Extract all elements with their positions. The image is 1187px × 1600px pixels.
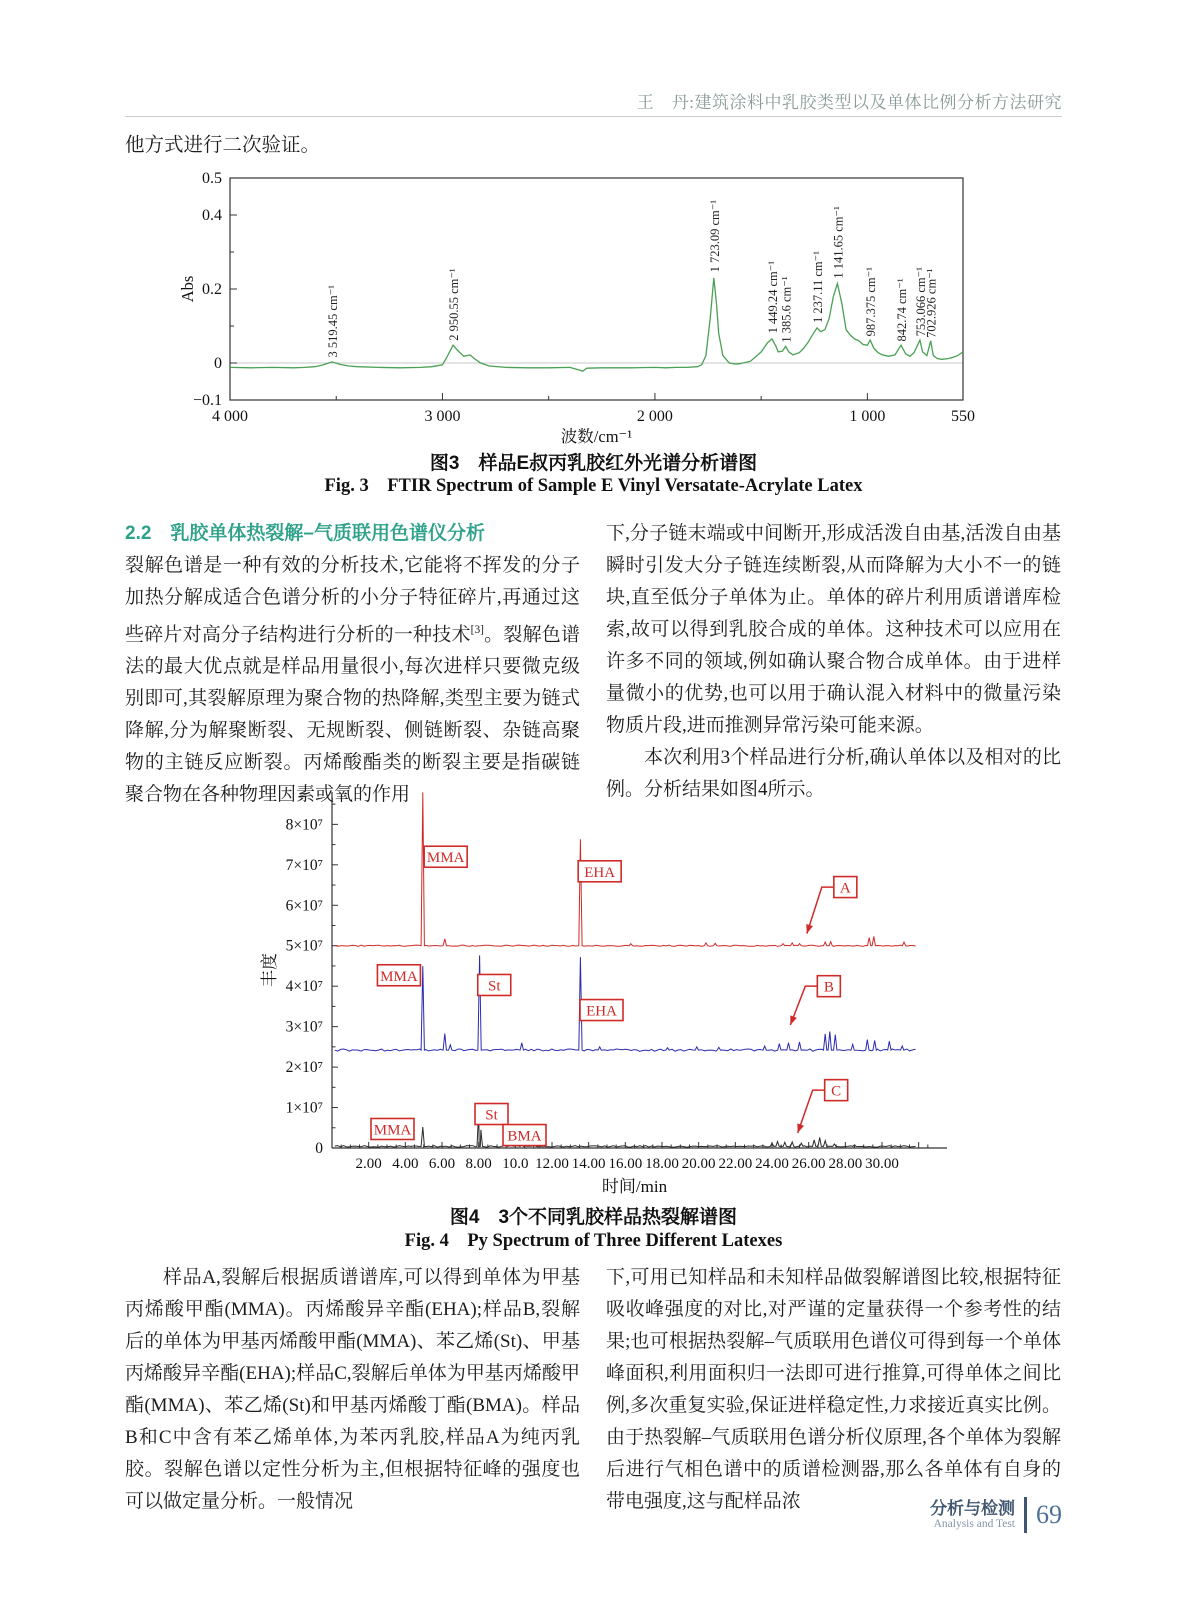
column-left — [125, 1262, 580, 1518]
peak-label: 2 950.55 cm⁻¹ — [447, 268, 462, 341]
peak-label: 1 237.11 cm⁻¹ — [811, 251, 826, 324]
x-tick-label: 28.00 — [828, 1156, 863, 1172]
x-tick-label: 3 000 — [424, 408, 461, 425]
annotation-arrowhead — [790, 1015, 797, 1025]
figure3-caption-en: Fig. 3 FTIR Spectrum of Sample E Vinyl Versatate-Acrylate Latex — [324, 476, 863, 496]
annotation-arrowhead — [806, 924, 813, 934]
annotation-label: EHA — [584, 864, 616, 881]
annotation-label: MMA — [380, 968, 418, 985]
y-tick-label: 8×10⁷ — [285, 816, 323, 834]
peak-label: 3 519.45 cm⁻¹ — [326, 284, 341, 358]
x-tick-label: 6.00 — [428, 1156, 456, 1172]
x-tick-label: 16.00 — [608, 1156, 643, 1172]
peak-label: 702.926 cm⁻¹ — [924, 268, 939, 338]
journal-name — [930, 1499, 1015, 1531]
annotation-label: St — [485, 1107, 498, 1124]
bottom-paragraph-right: 下,可用已知样品和未知样品做裂解谱图比较,根据特征吸收峰强度的对比,对严谨的定量获得一个参考性的结果;也可根据热裂解–气质联用色谱仪可得到每一个单体峰面积,利用面积归一法即可进行推算,可得单体之间比例,多次重复实验,保证进样稳定性,力求接近真实比例。由于热裂解–气质联用色谱分析仪原理,各个单体为裂解后进行气相色谱中的质谱检测器,那么各单体有自身的带电强度,这与配样品浓 — [606, 1267, 1061, 1512]
y-axis-title: 丰度 — [260, 953, 279, 987]
y-tick-label: −0.1 — [192, 392, 222, 409]
y-tick-label: 0 — [315, 1140, 323, 1157]
footer-divider — [1024, 1497, 1027, 1533]
section-paragraph-left — [125, 550, 580, 811]
x-tick-label: 2.00 — [355, 1156, 382, 1172]
y-tick-label: 1×10⁷ — [285, 1099, 323, 1117]
x-tick-label: 2 000 — [636, 408, 673, 425]
x-axis-title: 波数/cm⁻¹ — [560, 427, 633, 446]
running-header: 王 丹:建筑涂料中乳胶类型以及单体比例分析方法研究 — [636, 93, 1062, 112]
page-number: 69 — [1036, 1500, 1062, 1529]
column-left — [125, 518, 580, 811]
x-tick-label: 1 000 — [849, 408, 886, 425]
journal-name-cn: 分析与检测 — [930, 1499, 1015, 1518]
annotation-label: BMA — [507, 1128, 542, 1145]
annotation-label: EHA — [586, 1003, 617, 1020]
x-tick-label: 4 000 — [212, 408, 248, 425]
x-tick-label: 8.00 — [465, 1156, 492, 1172]
x-tick-label: 12.00 — [535, 1156, 569, 1172]
figure3-caption-cn: 图3 样品E叔丙乳胶红外光谱分析谱图 — [429, 453, 758, 474]
column-right — [606, 1262, 1061, 1518]
paragraph-text: 。裂解色谱法的最大优点就是样品用量很小,每次进样只要微克级别即可,其裂解原理为聚合物的热降解,类型主要为链式降解,分为解聚断裂、无规断裂、侧链断裂、杂链高聚物的主链反应断裂。丙烯酸酯类的断裂主要是指碳链聚合物在各种物理因素或氧的作用 — [125, 624, 580, 806]
peak-label: 1 385.6 cm⁻¹ — [779, 276, 794, 343]
peak-label: 1 723.09 cm⁻¹ — [707, 199, 722, 273]
figure4-caption-cn: 图4 3个不同乳胶样品热裂解谱图 — [449, 1207, 738, 1228]
section-columns — [125, 518, 1062, 811]
x-tick-label: 20.00 — [681, 1156, 716, 1172]
section-heading: 2.2 乳胶单体热裂解–气质联用色谱仪分析 — [125, 523, 485, 544]
trace-B — [335, 955, 916, 1051]
annotation-label: A — [839, 880, 851, 897]
peak-label: 1 449.24 cm⁻¹ — [765, 260, 780, 334]
x-axis-title: 时间/min — [601, 1177, 668, 1196]
annotation-label: B — [823, 979, 834, 996]
peak-label: 753.066 cm⁻¹ — [913, 266, 928, 337]
reference-marker: [3] — [470, 624, 484, 636]
paragraph-text: 裂解色谱是一种有效的分析技术,它能将不挥发的分子加热分解成适合色谱分析的小分子特征碎片,再通过这些碎片对高分子结构进行分析的一种技术 — [125, 555, 580, 646]
section-paragraph-right-1: 下,分子链末端或中间断开,形成活泼自由基,活泼自由基瞬时引发大分子链连续断裂,从而降解为大小不一的链块,直至低分子单体为止。单体的碎片利用质谱谱库检索,故可以得到乳胶合成的单体。这种技术可以应用在许多不同的领域,例如确认聚合物合成单体。由于进样量微小的优势,也可以用于确认混入材料中的微量污染物质片段,进而推测异常污染可能来源。 — [606, 523, 1061, 736]
y-tick-label: 7×10⁷ — [285, 856, 323, 874]
trace-A — [335, 792, 916, 946]
x-tick-label: 22.00 — [718, 1156, 753, 1172]
bottom-paragraph-left: 样品A,裂解后根据质谱谱库,可以得到单体为甲基丙烯酸甲酯(MMA)。丙烯酸异辛酯(EHA);样品B,裂解后的单体为甲基丙烯酸甲酯(MMA)、苯乙烯(St)、甲基丙烯酸异辛酯(EHA);样品C,裂解后单体为甲基丙烯酸甲酯(MMA)、苯乙烯(St)和甲基丙烯酸丁酯(BMA)。样品B和C中含有苯乙烯单体,为苯丙乳胶,样品A为纯丙乳胶。裂解色谱以定性分析为主,但根据特征峰的强度也可以做定量分析。一般情况 — [125, 1267, 580, 1512]
x-tick-label: 14.00 — [571, 1156, 606, 1172]
annotation-label: St — [487, 978, 501, 995]
y-tick-label: 0 — [214, 355, 222, 372]
trace-C — [335, 1112, 916, 1148]
figure4-py-chart — [125, 778, 1062, 1208]
y-tick-label: 4×10⁷ — [285, 978, 323, 996]
y-tick-label: 0.4 — [202, 207, 222, 224]
x-tick-label: 24.00 — [755, 1156, 789, 1172]
section-paragraph-right-2: 本次利用3个样品进行分析,确认单体以及相对的比例。分析结果如图4所示。 — [606, 747, 1061, 800]
annotation-label: MMA — [373, 1122, 412, 1139]
y-tick-label: 0.2 — [202, 281, 222, 298]
annotation-label: MMA — [426, 850, 465, 867]
column-right — [606, 518, 1061, 811]
x-tick-label: 30.00 — [865, 1156, 899, 1172]
peak-label: 842.74 cm⁻¹ — [894, 278, 909, 342]
y-axis-title: Abs — [178, 275, 197, 303]
annotation-arrowhead — [797, 1123, 804, 1133]
y-tick-label: 2×10⁷ — [285, 1059, 323, 1077]
x-tick-label: 26.00 — [791, 1156, 826, 1172]
x-tick-label: 18.00 — [645, 1156, 679, 1172]
y-tick-label: 3×10⁷ — [285, 1018, 323, 1036]
y-tick-label: 6×10⁷ — [285, 897, 323, 915]
figure3-ftir-chart — [125, 168, 1062, 448]
y-tick-label: 5×10⁷ — [285, 937, 323, 955]
journal-name-en: Analysis and Test — [933, 1518, 1015, 1530]
intro-paragraph: 他方式进行二次验证。 — [125, 135, 321, 156]
header-rule — [125, 116, 1062, 117]
page-footer — [650, 1497, 1062, 1533]
peak-label: 987.375 cm⁻¹ — [864, 266, 879, 337]
y-tick-label: 0.5 — [202, 170, 222, 187]
x-tick-label: 10.0 — [502, 1156, 529, 1172]
x-tick-label: 550 — [951, 408, 975, 425]
peak-label: 1 141.65 cm⁻¹ — [831, 206, 846, 279]
figure4-caption-en: Fig. 4 Py Spectrum of Three Different Latexes — [404, 1231, 783, 1251]
annotation-label: C — [831, 1083, 842, 1100]
bottom-columns — [125, 1262, 1062, 1518]
x-tick-label: 4.00 — [392, 1156, 419, 1172]
